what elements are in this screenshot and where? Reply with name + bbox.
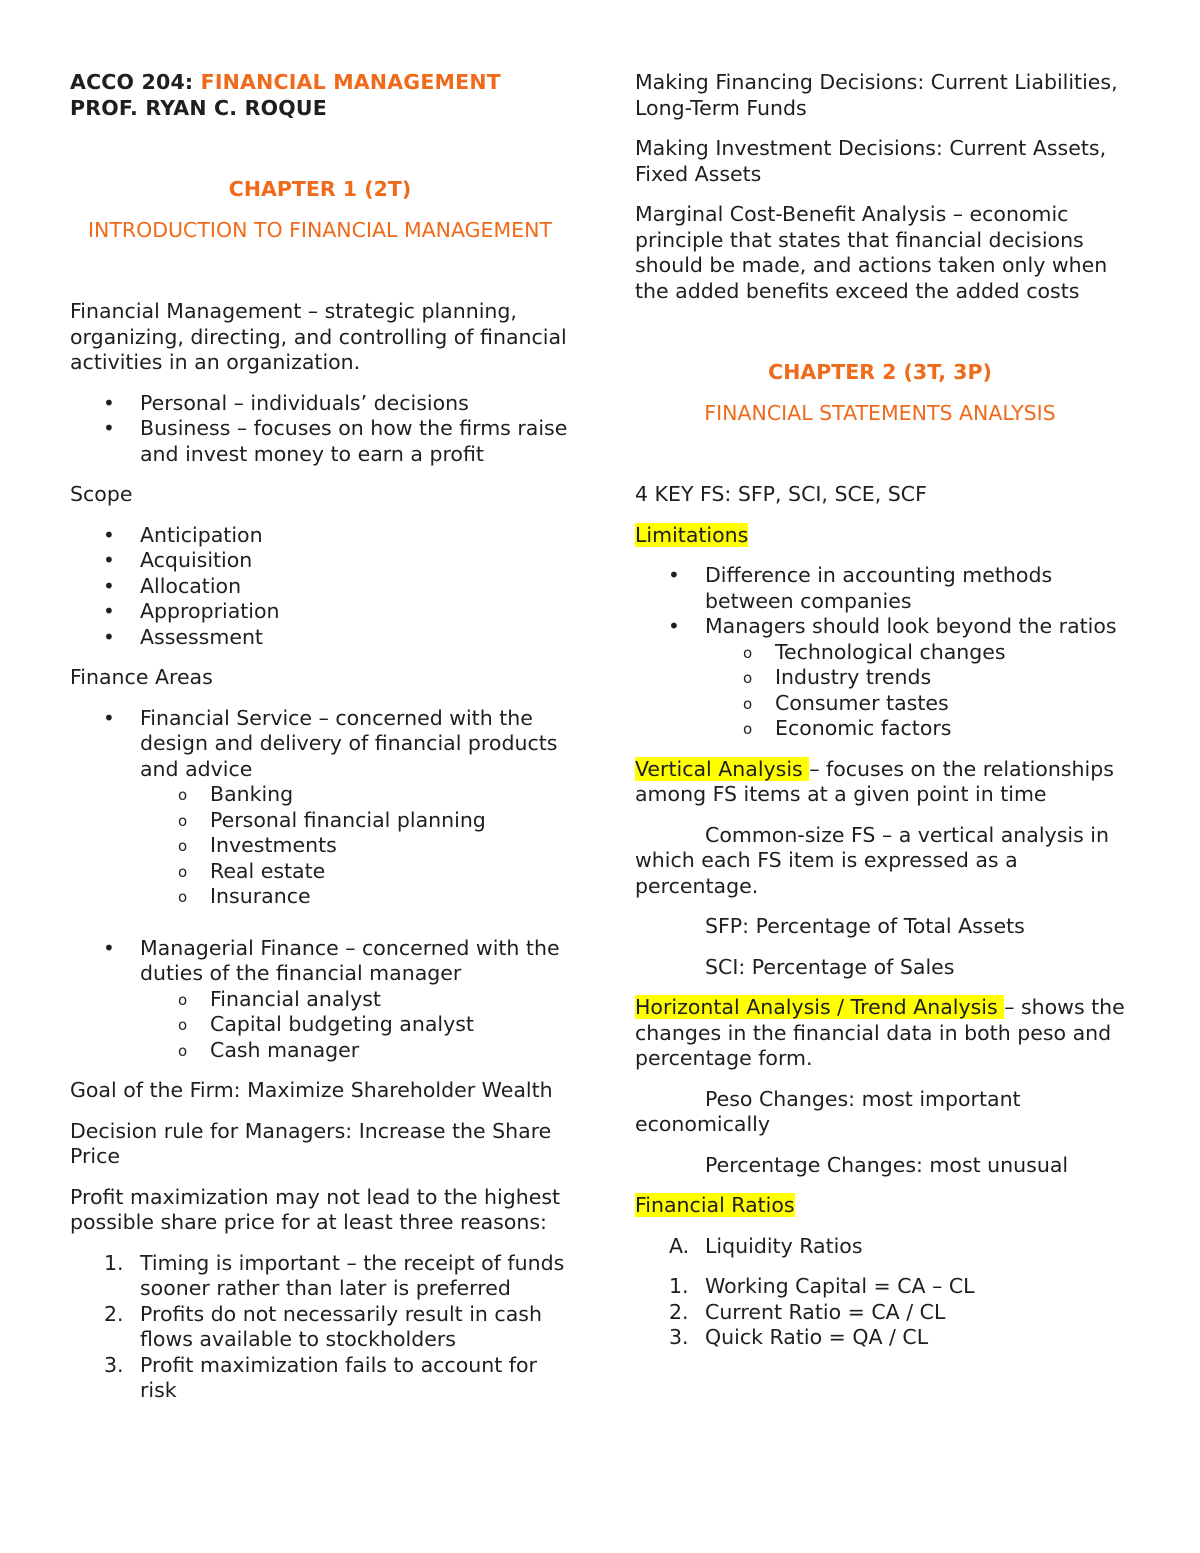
- financial-service-label: Financial Service – concerned with the design and delivery of financial products and advice: [140, 705, 558, 781]
- key-fs: 4 KEY FS: SFP, SCI, SCE, SCF: [635, 482, 927, 506]
- list-item: A. Liquidity Ratios: [669, 1233, 863, 1258]
- list-item: o Economic factors: [705, 716, 1125, 742]
- common-size-fs: Common-size FS – a vertical analysis in which each FS item is expressed as a percentage.: [635, 822, 1109, 898]
- firm-goal: Goal of the Firm: Maximize Shareholder Wealth: [70, 1078, 553, 1102]
- liquidity-ratios-list: [635, 1274, 1125, 1351]
- list-item: o Capital budgeting analyst: [140, 1012, 570, 1038]
- list-item: o Insurance: [140, 884, 570, 910]
- chapter1-title: INTRODUCTION TO FINANCIAL MANAGEMENT: [87, 217, 552, 242]
- list-item: • Allocation: [70, 574, 570, 600]
- financial-ratios-heading: [635, 1193, 1125, 1219]
- decision-rule: Decision rule for Managers: Increase the Share Price: [70, 1118, 552, 1168]
- list-item: • Personal – individuals’ decisions: [70, 391, 570, 417]
- list-item: 2. Profits do not necessarily result in cash flows available to stockholders: [104, 1301, 542, 1351]
- left-column: [70, 70, 570, 1419]
- list-item: o Industry trends: [705, 665, 1125, 691]
- limitations-heading: [635, 523, 1125, 549]
- list-item: o Financial analyst: [140, 987, 570, 1013]
- right-column: [635, 70, 1125, 1366]
- financial-ratios-label: Financial Ratios: [635, 1193, 795, 1217]
- sci-line: SCI: Percentage of Sales: [705, 954, 955, 979]
- list-item: • Acquisition: [70, 548, 570, 574]
- horizontal-analysis: Horizontal Analysis / Trend Analysis – shows the changes in the financial data in both peso and percentage form.: [635, 995, 1125, 1070]
- list-item: o Banking: [140, 782, 570, 808]
- list-item: • Difference in accounting methods between companies: [635, 563, 1125, 614]
- managerial-finance-label: Managerial Finance – concerned with the duties of the financial manager: [140, 935, 560, 985]
- finance-areas-label: Finance Areas: [70, 665, 213, 689]
- financing-decisions: Making Financing Decisions: Current Liabilities, Long-Term Funds: [635, 70, 1118, 120]
- list-item: • Appropriation: [70, 599, 570, 625]
- managerial-finance-sublist: [140, 987, 570, 1064]
- finance-areas-list: [70, 706, 570, 1064]
- beyond-ratios-sublist: [705, 640, 1125, 742]
- profit-intro: Profit maximization may not lead to the highest possible share price for at least three reasons:: [70, 1184, 561, 1234]
- fm-definition: Financial Management – strategic planning, organizing, directing, and controlling of financial activities in an organization.: [70, 299, 567, 374]
- professor-name: PROF. RYAN C. ROQUE: [70, 95, 327, 120]
- chapter1-label: CHAPTER 1 (2T): [228, 177, 412, 201]
- limitations-list: [635, 563, 1125, 742]
- list-item: [70, 706, 570, 910]
- list-item: 1. Timing is important – the receipt of funds sooner rather than later is preferred: [104, 1250, 565, 1300]
- liquidity-ratios-label: Liquidity Ratios: [705, 1233, 863, 1258]
- list-item: o Real estate: [140, 859, 570, 885]
- percentage-changes: Percentage Changes: most unusual: [705, 1152, 1069, 1177]
- list-item: o Personal financial planning: [140, 808, 570, 834]
- vertical-analysis: Vertical Analysis – focuses on the relationships among FS items at a given point in time: [635, 756, 1114, 806]
- list-item: 3. Profit maximization fails to account for risk: [104, 1352, 537, 1402]
- fm-types-list: [70, 391, 570, 468]
- ratio-categories: [635, 1234, 1125, 1260]
- list-item: o Cash manager: [140, 1038, 570, 1064]
- list-item: • Assessment: [70, 625, 570, 651]
- scope-list: [70, 523, 570, 651]
- list-item: 2. Current Ratio = CA / CL: [669, 1299, 946, 1324]
- marginal-analysis: Marginal Cost-Benefit Analysis – economic principle that states that financial decisions should be made, and actions taken only when the added benefits exceed the added costs: [635, 202, 1108, 303]
- list-item: o Consumer tastes: [705, 691, 1125, 717]
- list-item: o Technological changes: [705, 640, 1125, 666]
- peso-changes: Peso Changes: most important economically: [635, 1086, 1021, 1136]
- list-item: 1. Working Capital = CA – CL: [669, 1274, 975, 1298]
- investment-decisions: Making Investment Decisions: Current Assets, Fixed Assets: [635, 136, 1107, 186]
- list-item: [70, 936, 570, 1064]
- horizontal-analysis-term: Horizontal Analysis / Trend Analysis: [635, 995, 1005, 1019]
- chapter2-label: CHAPTER 2 (3T, 3P): [768, 360, 992, 384]
- list-item: • Managers should look beyond the ratios o Technological changes o Industry trends o Consumer tastes o Economic factors: [635, 614, 1125, 742]
- vertical-analysis-term: Vertical Analysis: [635, 756, 810, 781]
- reasons-list: [70, 1251, 570, 1404]
- limitations-label: Limitations: [635, 522, 749, 547]
- chapter2-title: FINANCIAL STATEMENTS ANALYSIS: [704, 400, 1056, 425]
- list-item: • Business – focuses on how the firms raise and invest money to earn a profit: [70, 416, 570, 467]
- list-item: • Anticipation: [70, 523, 570, 549]
- list-item: o Investments: [140, 833, 570, 859]
- list-item: 3. Quick Ratio = QA / CL: [669, 1325, 929, 1349]
- course-name: FINANCIAL MANAGEMENT: [200, 70, 501, 94]
- sfp-line: SFP: Percentage of Total Assets: [705, 914, 1025, 938]
- course-title: ACCO 204: FINANCIAL MANAGEMENT: [70, 70, 501, 94]
- financial-service-sublist: [140, 782, 570, 910]
- scope-label: Scope: [70, 482, 133, 506]
